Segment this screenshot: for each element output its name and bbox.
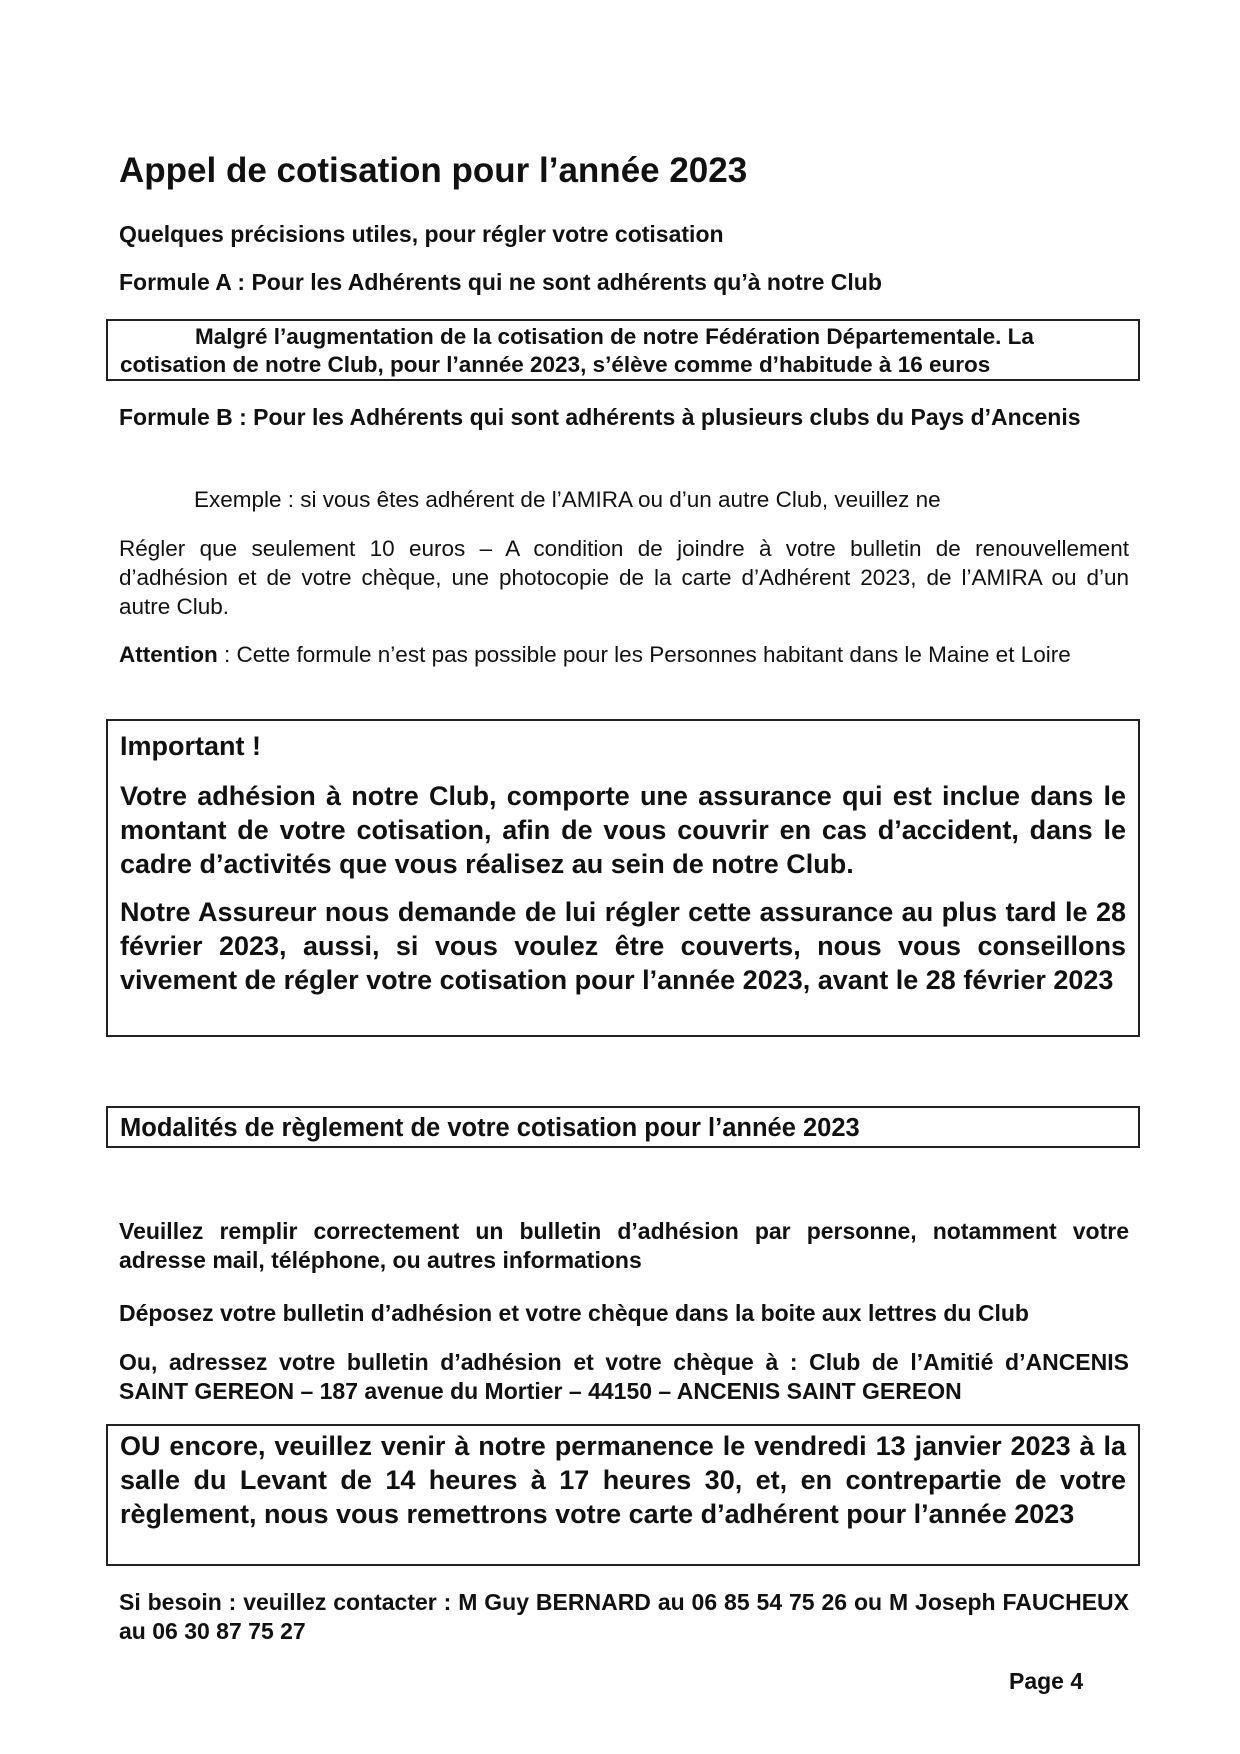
attention-label: Attention: [119, 642, 218, 667]
adressez-text: Ou, adressez votre bulletin d’adhésion et votre chèque à : Club de l’Amitié d’ANCENIS SAINT GEREON – 187 avenue du Mortier – 44150 – ANCENIS SAINT GEREON: [119, 1349, 1129, 1404]
remplir-text: Veuillez remplir correctement un bulletin d’adhésion par personne, notamment votre adresse mail, téléphone, ou autres informations: [119, 1218, 1129, 1273]
attention-text: : Cette formule n’est pas possible pour les Personnes habitant dans le Maine et Loire: [217, 642, 1071, 667]
important-paragraph-1: Votre adhésion à notre Club, comporte une assurance qui est inclue dans le montant de votre cotisation, afin de vous couvrir en cas d’accident, dans le cadre d’activités que vous réalisez au sein de notre Club.: [120, 781, 1126, 879]
permanence-box: [106, 1424, 1140, 1566]
important-box: [106, 719, 1140, 1037]
important-paragraph-2: Notre Assureur nous demande de lui régler cette assurance au plus tard le 28 février 2023, aussi, si vous voulez être couverts, nous vous conseillons vivement de régler votre cotisation pour l’année 2023, avant le 28 février 2023: [120, 897, 1126, 995]
formule-a-box: [106, 319, 1140, 381]
attention-note: [119, 640, 1129, 669]
formule-a-box-line1: Malgré l’augmentation de la cotisation de notre Fédération Départementale. La: [195, 324, 1034, 349]
subtitle: Quelques précisions utiles, pour régler votre cotisation: [119, 221, 724, 247]
formule-a-heading: Formule A : Pour les Adhérents qui ne sont adhérents qu’à notre Club: [119, 269, 882, 295]
exemple-text: Exemple : si vous êtes adhérent de l’AMIRA ou d’un autre Club, veuillez ne: [194, 487, 941, 512]
important-heading: Important !: [120, 731, 261, 761]
formule-b-heading: Formule B : Pour les Adhérents qui sont adhérents à plusieurs clubs du Pays d’Ancenis: [119, 404, 1081, 430]
permanence-text: OU encore, veuillez venir à notre permanence le vendredi 13 janvier 2023 à la salle du Levant de 14 heures à 17 heures 30, et, en contrepartie de votre règlement, nous vous remettrons votre carte d’adhérent pour l’année 2023: [120, 1431, 1126, 1529]
deposez-text: Déposez votre bulletin d’adhésion et votre chèque dans la boite aux lettres du Club: [119, 1300, 1029, 1326]
formule-a-box-line2: cotisation de notre Club, pour l’année 2023, s’élève comme d’habitude à 16 euros: [120, 352, 991, 377]
modalites-box: [106, 1106, 1140, 1148]
page-number: Page 4: [1009, 1668, 1084, 1694]
regler-text: Régler que seulement 10 euros – A condition de joindre à votre bulletin de renouvellement d’adhésion et de votre chèque, une photocopie de la carte d’Adhérent 2023, de l’AMIRA ou d’un autre Club.: [119, 536, 1129, 619]
modalites-heading: Modalités de règlement de votre cotisation pour l’année 2023: [120, 1114, 860, 1142]
contact-text: Si besoin : veuillez contacter : M Guy BERNARD au 06 85 54 75 26 ou M Joseph FAUCHEUX au 06 30 87 75 27: [119, 1589, 1129, 1644]
page-title: Appel de cotisation pour l’année 2023: [119, 151, 748, 190]
